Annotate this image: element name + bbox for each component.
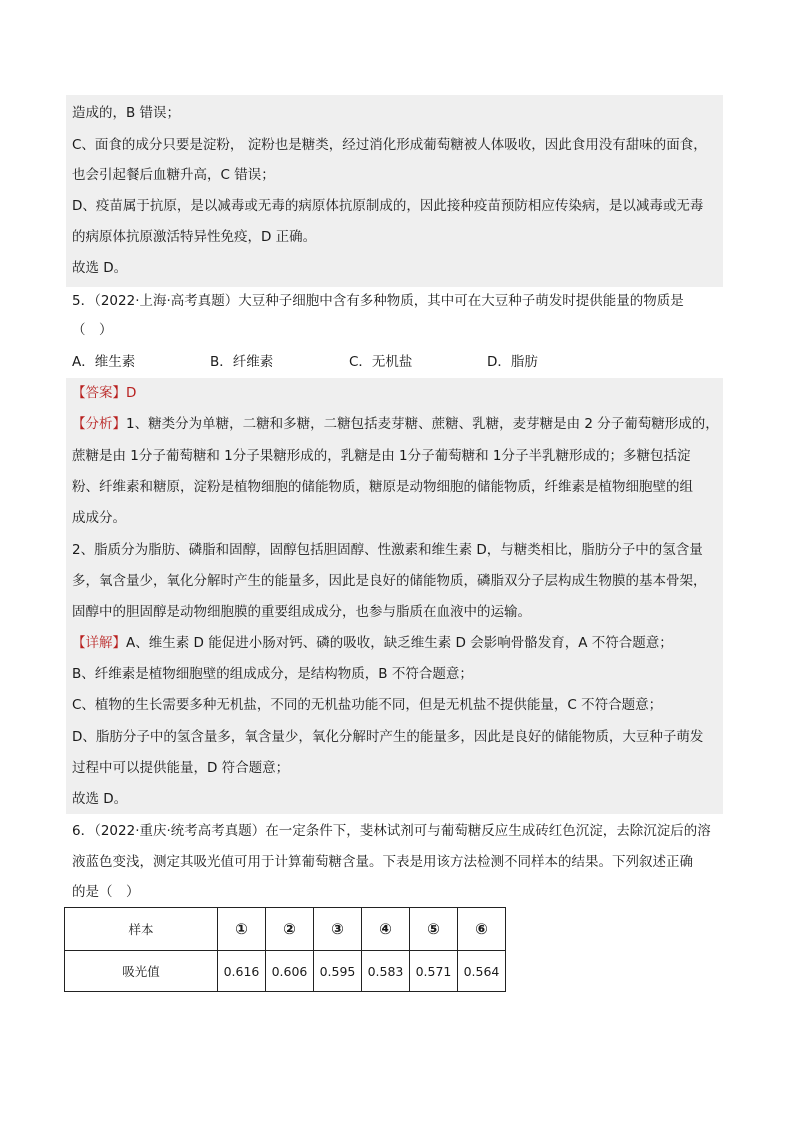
table-cell: 0.571 bbox=[410, 951, 458, 992]
analysis-line: 2、脂质分为脂肪、磷脂和固醇，固醇包括胆固醇、性激素和维生素 D，与糖类相比，脂肪分子中的氢含量 bbox=[72, 542, 703, 558]
solution-shade-q5 bbox=[66, 378, 723, 814]
analysis-tag: 【分析】 bbox=[72, 416, 126, 432]
question-5-stem: 5．（2022·上海·高考真题）大豆种子细胞中含有多种物质，其中可在大豆种子萌发时提供能量的物质是 bbox=[72, 293, 684, 309]
detail-line: 过程中可以提供能量，D 符合题意； bbox=[72, 760, 290, 776]
solution-line: 故选 D。 bbox=[72, 260, 128, 276]
solution-line: 的病原体抗原激活特异性免疫，D 正确。 bbox=[72, 229, 317, 245]
option-b: B．纤维素 bbox=[210, 354, 274, 370]
detail-line bbox=[72, 634, 673, 652]
table-cell: 0.583 bbox=[362, 951, 410, 992]
absorbance-table bbox=[64, 907, 506, 992]
analysis-line: 多，氧含量少，氧化分解时产生的能量多，因此是良好的储能物质，磷脂双分子层构成生物膜的基本骨架， bbox=[72, 573, 707, 589]
analysis-line: 粉、纤维素和糖原，淀粉是植物细胞的储能物质，糖原是动物细胞的储能物质，纤维素是植物细胞壁的组 bbox=[72, 479, 693, 495]
table-cell: ① bbox=[218, 908, 266, 951]
answer-value: D bbox=[126, 385, 137, 401]
solution-line: C、面食的成分只要是淀粉， 淀粉也是糖类，经过消化形成葡萄糖被人体吸收，因此食用没有甜味的面食， bbox=[72, 137, 707, 153]
detail-line: B、纤维素是植物细胞壁的组成成分，是结构物质，B 不符合题意； bbox=[72, 666, 473, 682]
table-cell: ⑥ bbox=[458, 908, 506, 951]
question-6-stem: 的是（ ） bbox=[72, 884, 140, 900]
option-a: A．维生素 bbox=[72, 354, 136, 370]
table-cell: ⑤ bbox=[410, 908, 458, 951]
table-cell: ③ bbox=[314, 908, 362, 951]
table-header-absorbance: 吸光值 bbox=[65, 951, 218, 992]
table-cell: 0.606 bbox=[266, 951, 314, 992]
detail-tag: 【详解】 bbox=[72, 635, 126, 651]
table-cell: 0.616 bbox=[218, 951, 266, 992]
table-cell: 0.564 bbox=[458, 951, 506, 992]
option-c: C．无机盐 bbox=[349, 354, 413, 370]
analysis-line bbox=[72, 415, 719, 433]
solution-shade-prev bbox=[66, 95, 723, 287]
question-6-stem: 6．（2022·重庆·统考高考真题）在一定条件下，斐林试剂可与葡萄糖反应生成砖红色沉淀，去除沉淀后的溶 bbox=[72, 823, 711, 839]
analysis-text: 1、糖类分为单糖，二糖和多糖，二糖包括麦芽糖、蔗糖、乳糖，麦芽糖是由 2 分子葡萄糖形成的， bbox=[126, 416, 719, 432]
detail-line: C、植物的生长需要多种无机盐，不同的无机盐功能不同，但是无机盐不提供能量，C 不符合题意； bbox=[72, 697, 663, 713]
solution-line: D、疫苗属于抗原，是以减毒或无毒的病原体抗原制成的，因此接种疫苗预防相应传染病，是以减毒或无毒 bbox=[72, 198, 704, 214]
analysis-line: 蔗糖是由 1分子葡萄糖和 1分子果糖形成的，乳糖是由 1分子葡萄糖和 1分子半乳糖形成的；多糖包括淀 bbox=[72, 448, 691, 464]
question-6-stem: 液蓝色变浅，测定其吸光值可用于计算葡萄糖含量。下表是用该方法检测不同样本的结果。下列叙述正确 bbox=[72, 854, 693, 870]
table-cell: ② bbox=[266, 908, 314, 951]
answer-tag: 【答案】 bbox=[72, 385, 126, 401]
detail-text: A、维生素 D 能促进小肠对钙、磷的吸收，缺乏维生素 D 会影响骨骼发育，A 不符合题意； bbox=[126, 635, 673, 651]
detail-line: 故选 D。 bbox=[72, 791, 128, 807]
answer-line bbox=[72, 384, 136, 402]
solution-line: 也会引起餐后血糖升高，C 错误； bbox=[72, 167, 275, 183]
question-5-paren: （ ） bbox=[72, 322, 113, 338]
option-d: D．脂肪 bbox=[487, 354, 538, 370]
table-row bbox=[65, 908, 506, 951]
analysis-line: 成成分。 bbox=[72, 510, 126, 526]
table-row bbox=[65, 951, 506, 992]
solution-line: 造成的，B 错误； bbox=[72, 105, 181, 121]
table-cell: 0.595 bbox=[314, 951, 362, 992]
detail-line: D、脂肪分子中的氢含量多，氧含量少，氧化分解时产生的能量多，因此是良好的储能物质，大豆种子萌发 bbox=[72, 729, 704, 745]
table-header-sample: 样本 bbox=[65, 908, 218, 951]
table-cell: ④ bbox=[362, 908, 410, 951]
analysis-line: 固醇中的胆固醇是动物细胞膜的重要组成成分，也参与脂质在血液中的运输。 bbox=[72, 604, 531, 620]
